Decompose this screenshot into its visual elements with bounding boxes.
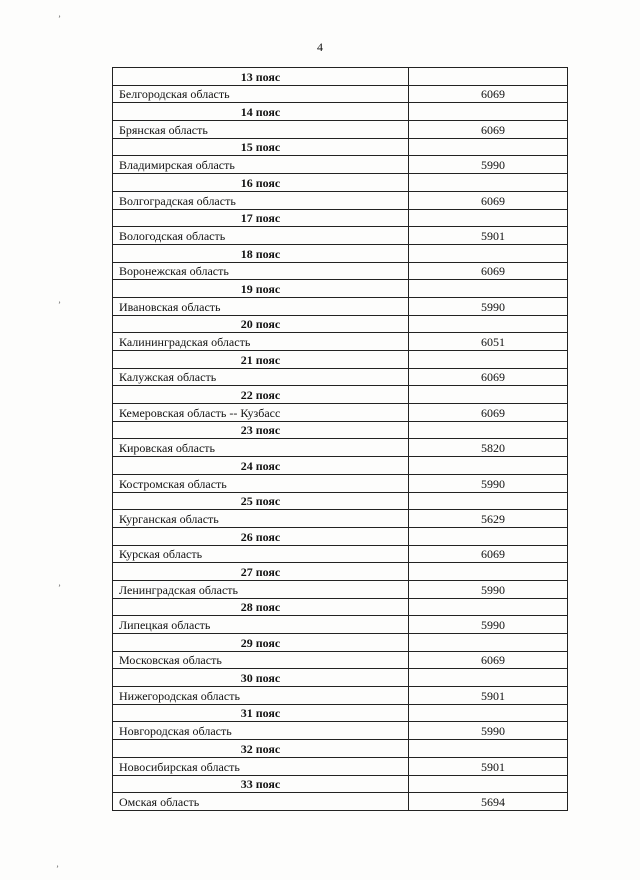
empty-cell bbox=[409, 598, 568, 616]
region-row bbox=[113, 616, 568, 634]
region-value: 6069 bbox=[409, 368, 568, 386]
zone-header-row bbox=[113, 740, 568, 758]
region-name: Брянская область bbox=[113, 121, 409, 139]
zone-header-row bbox=[113, 563, 568, 581]
zone-header-row bbox=[113, 457, 568, 475]
region-name: Воронежская область bbox=[113, 262, 409, 280]
scan-mark: ʼ bbox=[56, 864, 59, 874]
empty-cell bbox=[409, 386, 568, 404]
region-name: Калужская область bbox=[113, 368, 409, 386]
zone-label: 17 пояс bbox=[113, 209, 409, 227]
empty-cell bbox=[409, 209, 568, 227]
region-name: Белгородская область bbox=[113, 85, 409, 103]
region-value: 6069 bbox=[409, 651, 568, 669]
zone-label: 25 пояс bbox=[113, 492, 409, 510]
scan-mark: ʼ bbox=[58, 300, 61, 310]
zone-label: 32 пояс bbox=[113, 740, 409, 758]
zone-header-row bbox=[113, 634, 568, 652]
zone-header-row bbox=[113, 527, 568, 545]
region-name: Ивановская область bbox=[113, 297, 409, 315]
empty-cell bbox=[409, 704, 568, 722]
region-row bbox=[113, 545, 568, 563]
region-name: Вологодская область bbox=[113, 227, 409, 245]
scan-mark: ʼ bbox=[58, 14, 61, 24]
zone-header-row bbox=[113, 68, 568, 86]
zone-label: 18 пояс bbox=[113, 244, 409, 262]
region-name: Владимирская область bbox=[113, 156, 409, 174]
region-value: 6069 bbox=[409, 121, 568, 139]
scan-mark: ʼ bbox=[58, 583, 61, 593]
region-name: Кемеровская область -- Кузбасс bbox=[113, 404, 409, 422]
region-name: Курганская область bbox=[113, 510, 409, 528]
zone-label: 19 пояс bbox=[113, 280, 409, 298]
zone-header-row bbox=[113, 138, 568, 156]
region-value: 5629 bbox=[409, 510, 568, 528]
zone-label: 27 пояс bbox=[113, 563, 409, 581]
region-value: 5990 bbox=[409, 297, 568, 315]
region-name: Калининградская область bbox=[113, 333, 409, 351]
region-value: 5990 bbox=[409, 616, 568, 634]
page-number: 4 bbox=[317, 40, 323, 54]
empty-cell bbox=[409, 280, 568, 298]
zone-label: 23 пояс bbox=[113, 421, 409, 439]
region-name: Липецкая область bbox=[113, 616, 409, 634]
zone-header-row bbox=[113, 209, 568, 227]
zone-header-row bbox=[113, 492, 568, 510]
region-name: Ленинградская область bbox=[113, 580, 409, 598]
region-value: 5990 bbox=[409, 580, 568, 598]
zone-label: 22 пояс bbox=[113, 386, 409, 404]
region-name: Курская область bbox=[113, 545, 409, 563]
region-name: Костромская область bbox=[113, 474, 409, 492]
empty-cell bbox=[409, 634, 568, 652]
region-row bbox=[113, 368, 568, 386]
zone-label: 33 пояс bbox=[113, 775, 409, 793]
empty-cell bbox=[409, 421, 568, 439]
region-value: 6069 bbox=[409, 545, 568, 563]
region-value: 6069 bbox=[409, 262, 568, 280]
zone-label: 20 пояс bbox=[113, 315, 409, 333]
zone-label: 28 пояс bbox=[113, 598, 409, 616]
region-name: Волгоградская область bbox=[113, 191, 409, 209]
region-name: Московская область bbox=[113, 651, 409, 669]
empty-cell bbox=[409, 775, 568, 793]
region-row bbox=[113, 85, 568, 103]
region-name: Кировская область bbox=[113, 439, 409, 457]
zone-label: 31 пояс bbox=[113, 704, 409, 722]
region-row bbox=[113, 793, 568, 811]
zone-header-row bbox=[113, 315, 568, 333]
tariff-table bbox=[112, 67, 568, 811]
region-row bbox=[113, 404, 568, 422]
zone-label: 14 пояс bbox=[113, 103, 409, 121]
region-row bbox=[113, 687, 568, 705]
region-row bbox=[113, 191, 568, 209]
zone-label: 24 пояс bbox=[113, 457, 409, 475]
region-row bbox=[113, 121, 568, 139]
region-row bbox=[113, 333, 568, 351]
tariff-table-body bbox=[113, 68, 568, 811]
empty-cell bbox=[409, 68, 568, 86]
zone-header-row bbox=[113, 775, 568, 793]
region-row bbox=[113, 439, 568, 457]
region-value: 5990 bbox=[409, 474, 568, 492]
region-row bbox=[113, 651, 568, 669]
region-value: 6069 bbox=[409, 191, 568, 209]
zone-header-row bbox=[113, 421, 568, 439]
empty-cell bbox=[409, 740, 568, 758]
region-value: 5901 bbox=[409, 687, 568, 705]
region-row bbox=[113, 262, 568, 280]
zone-header-row bbox=[113, 174, 568, 192]
zone-label: 15 пояс bbox=[113, 138, 409, 156]
empty-cell bbox=[409, 315, 568, 333]
empty-cell bbox=[409, 138, 568, 156]
zone-header-row bbox=[113, 244, 568, 262]
region-value: 6051 bbox=[409, 333, 568, 351]
empty-cell bbox=[409, 457, 568, 475]
empty-cell bbox=[409, 244, 568, 262]
zone-header-row bbox=[113, 704, 568, 722]
region-value: 5694 bbox=[409, 793, 568, 811]
zone-label: 13 пояс bbox=[113, 68, 409, 86]
region-value: 6069 bbox=[409, 404, 568, 422]
zone-label: 26 пояс bbox=[113, 527, 409, 545]
empty-cell bbox=[409, 174, 568, 192]
region-name: Новгородская область bbox=[113, 722, 409, 740]
region-value: 5901 bbox=[409, 757, 568, 775]
empty-cell bbox=[409, 351, 568, 369]
region-row bbox=[113, 156, 568, 174]
region-name: Нижегородская область bbox=[113, 687, 409, 705]
region-name: Новосибирская область bbox=[113, 757, 409, 775]
region-row bbox=[113, 757, 568, 775]
region-value: 6069 bbox=[409, 85, 568, 103]
region-row bbox=[113, 580, 568, 598]
region-value: 5990 bbox=[409, 722, 568, 740]
zone-label: 16 пояс bbox=[113, 174, 409, 192]
zone-label: 30 пояс bbox=[113, 669, 409, 687]
region-row bbox=[113, 510, 568, 528]
region-name: Омская область bbox=[113, 793, 409, 811]
empty-cell bbox=[409, 563, 568, 581]
empty-cell bbox=[409, 492, 568, 510]
region-value: 5901 bbox=[409, 227, 568, 245]
zone-header-row bbox=[113, 103, 568, 121]
region-row bbox=[113, 474, 568, 492]
empty-cell bbox=[409, 527, 568, 545]
zone-header-row bbox=[113, 598, 568, 616]
zone-header-row bbox=[113, 280, 568, 298]
zone-label: 21 пояс bbox=[113, 351, 409, 369]
zone-label: 29 пояс bbox=[113, 634, 409, 652]
zone-header-row bbox=[113, 351, 568, 369]
empty-cell bbox=[409, 103, 568, 121]
region-value: 5820 bbox=[409, 439, 568, 457]
zone-header-row bbox=[113, 386, 568, 404]
region-value: 5990 bbox=[409, 156, 568, 174]
empty-cell bbox=[409, 669, 568, 687]
region-row bbox=[113, 297, 568, 315]
zone-header-row bbox=[113, 669, 568, 687]
region-row bbox=[113, 227, 568, 245]
region-row bbox=[113, 722, 568, 740]
